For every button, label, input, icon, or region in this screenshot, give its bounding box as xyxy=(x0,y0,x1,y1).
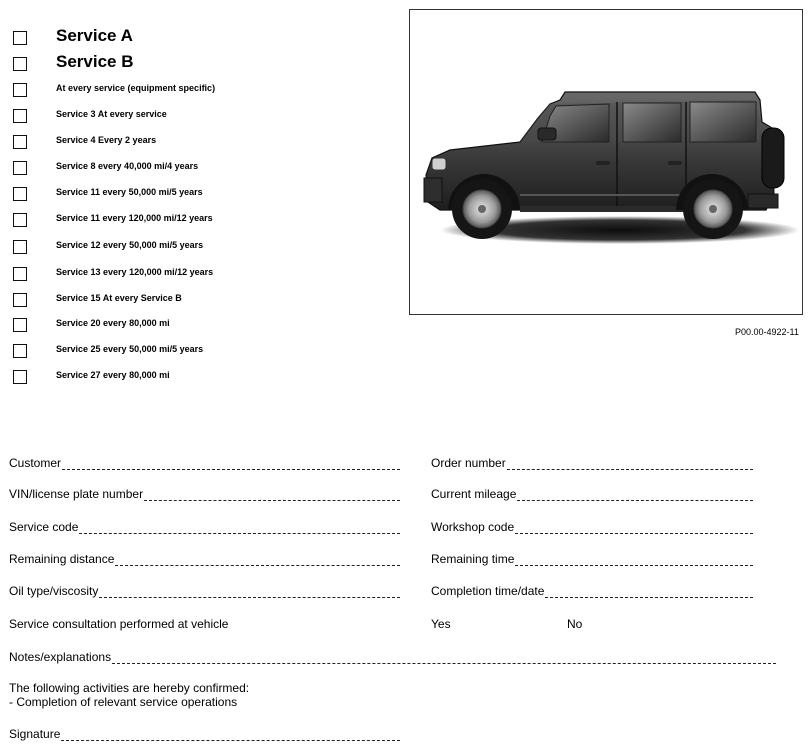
checkbox[interactable] xyxy=(13,240,27,254)
checkbox[interactable] xyxy=(13,31,27,45)
service-label: Service A xyxy=(56,26,133,45)
service-label: Service 12 every 50,000 mi/5 years xyxy=(56,240,204,250)
fill-line xyxy=(79,523,400,534)
service-item[interactable] xyxy=(0,159,400,181)
service-label: Service 8 every 40,000 mi/4 years xyxy=(56,161,199,171)
checkbox[interactable] xyxy=(13,187,27,201)
service-label: Service 4 Every 2 years xyxy=(56,135,157,145)
checkbox[interactable] xyxy=(13,318,27,332)
field-label: Notes/explanations xyxy=(9,650,112,664)
suv-illustration xyxy=(410,10,802,314)
service-item[interactable] xyxy=(0,133,400,155)
no-option[interactable]: No xyxy=(567,617,583,631)
service-item[interactable] xyxy=(0,342,400,364)
checkbox[interactable] xyxy=(13,161,27,175)
image-reference-code: P00.00-4922-11 xyxy=(735,327,799,337)
fill-line xyxy=(515,555,753,566)
checkbox[interactable] xyxy=(13,83,27,97)
field-label: Signature xyxy=(9,727,61,741)
field-label: Order number xyxy=(431,456,506,470)
service-item[interactable] xyxy=(0,185,400,207)
fill-line xyxy=(507,459,753,470)
vin-field[interactable] xyxy=(9,487,400,501)
checkbox[interactable] xyxy=(13,109,27,123)
service-label: Service 15 At every Service B xyxy=(56,293,182,303)
service-label: Service B xyxy=(56,52,134,71)
order-number-field[interactable] xyxy=(431,456,753,470)
checkbox[interactable] xyxy=(13,344,27,358)
service-label: Service 20 every 80,000 mi xyxy=(56,318,170,328)
confirmation-item: - Completion of relevant service operations xyxy=(9,695,238,709)
completion-time-field[interactable] xyxy=(431,584,753,598)
field-label: Workshop code xyxy=(431,520,515,534)
workshop-code-field[interactable] xyxy=(431,520,753,534)
consultation-label: Service consultation performed at vehicle xyxy=(9,617,229,631)
field-label: Completion time/date xyxy=(431,584,545,598)
service-item[interactable] xyxy=(0,52,400,77)
fill-line xyxy=(115,555,400,566)
field-label: Current mileage xyxy=(431,487,517,501)
field-label: Service code xyxy=(9,520,79,534)
yes-option[interactable]: Yes xyxy=(431,617,451,631)
field-label: Remaining distance xyxy=(9,552,115,566)
current-mileage-field[interactable] xyxy=(431,487,753,501)
checkbox[interactable] xyxy=(13,57,27,71)
fill-line xyxy=(517,490,753,501)
confirmation-heading: The following activities are hereby confirmed: xyxy=(9,681,250,695)
field-label: Customer xyxy=(9,456,62,470)
signature-field[interactable] xyxy=(9,727,400,741)
service-item[interactable] xyxy=(0,291,400,313)
checkbox[interactable] xyxy=(13,135,27,149)
service-item[interactable] xyxy=(0,211,400,233)
field-label: VIN/license plate number xyxy=(9,487,144,501)
service-label: At every service (equipment specific) xyxy=(56,83,216,93)
fill-line xyxy=(112,653,776,664)
service-label: Service 11 every 120,000 mi/12 years xyxy=(56,213,213,223)
service-item[interactable] xyxy=(0,316,400,338)
checkbox[interactable] xyxy=(13,370,27,384)
remaining-distance-field[interactable] xyxy=(9,552,400,566)
vehicle-image xyxy=(409,9,803,315)
remaining-time-field[interactable] xyxy=(431,552,753,566)
service-label: Service 13 every 120,000 mi/12 years xyxy=(56,267,214,277)
checkbox[interactable] xyxy=(13,267,27,281)
service-item[interactable] xyxy=(0,238,400,260)
service-item[interactable] xyxy=(0,368,400,390)
fill-line xyxy=(144,490,400,501)
checkbox[interactable] xyxy=(13,213,27,227)
service-item[interactable] xyxy=(0,81,400,103)
service-code-field[interactable] xyxy=(9,520,400,534)
service-label: Service 11 every 50,000 mi/5 years xyxy=(56,187,203,197)
service-item[interactable] xyxy=(0,26,400,51)
service-item[interactable] xyxy=(0,107,400,129)
notes-field[interactable] xyxy=(9,650,776,664)
checkbox[interactable] xyxy=(13,293,27,307)
fill-line xyxy=(62,459,400,470)
fill-line xyxy=(545,587,753,598)
oil-type-field[interactable] xyxy=(9,584,400,598)
field-label: Oil type/viscosity xyxy=(9,584,99,598)
field-label: Remaining time xyxy=(431,552,515,566)
fill-line xyxy=(99,587,400,598)
service-label: Service 25 every 50,000 mi/5 years xyxy=(56,344,204,354)
service-label: Service 3 At every service xyxy=(56,109,167,119)
service-label: Service 27 every 80,000 mi xyxy=(56,370,170,380)
customer-field[interactable] xyxy=(9,456,400,470)
fill-line xyxy=(515,523,753,534)
service-item[interactable] xyxy=(0,265,400,287)
fill-line xyxy=(61,730,400,741)
